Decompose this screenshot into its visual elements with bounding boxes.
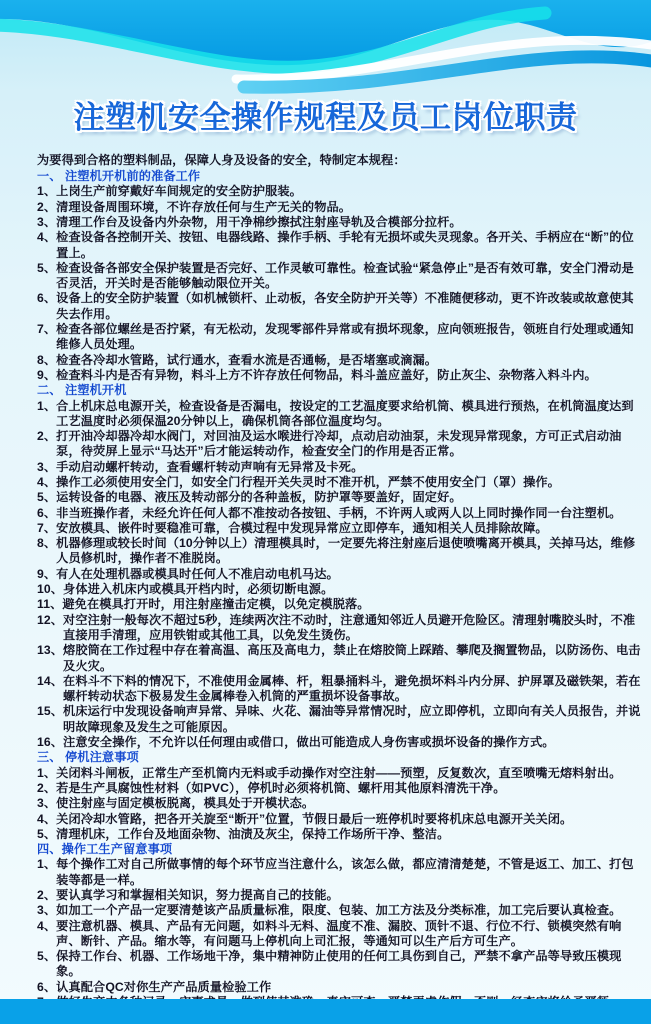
- item-text: 手动启动螺杆转动，查看螺杆转动声响有无异常及卡死。: [56, 459, 364, 474]
- item-number: 3、: [37, 796, 57, 811]
- item-number: 8、: [37, 352, 57, 367]
- item-text: 若是生产具腐蚀性材料（如PVC），停机时必须将机筒、螺杆用其他原料清洗干净。: [56, 780, 506, 795]
- list-item: [37, 353, 643, 368]
- item-text: 要注意机器、模具、产品有无问题，如料斗无料、温度不准、漏胶、顶针不退、行位不行、锁模突然有响声、断针、产品。缩水等，有问题马上停机向上司汇报，等通知可以生产后方可生产。: [56, 918, 622, 948]
- item-text: 机床运行中发现设备响声异常、异味、火花、漏油等异常情况时，应立即停机，立即向有关人员报告，并说明故障现象及发生之可能原因。: [63, 704, 641, 734]
- list-item: [37, 506, 643, 521]
- list-item: [37, 597, 643, 612]
- item-text: 检查各冷却水管路，试行通水，查看水流是否通畅，是否堵塞或滴漏。: [56, 352, 438, 367]
- item-text: 安放模具、嵌件时要稳准可靠，合模过程中发现异常应立即停车，通知相关人员排除故障。: [56, 520, 548, 535]
- list-item: [37, 812, 643, 827]
- list-item: [37, 919, 643, 950]
- item-number: 2、: [37, 199, 57, 214]
- item-number: 3、: [37, 903, 57, 918]
- regulation-section: [37, 750, 643, 842]
- list-item: [37, 322, 643, 353]
- item-number: 7、: [37, 322, 57, 337]
- item-number: 6、: [37, 979, 57, 994]
- item-text: 对空注射一般每次不超过5秒，连续两次注不动时，注意通知邻近人员避开危险区。清理射嘴胶头时，不准直接用手清理，应用铁钳或其他工具，以免发生烫伤。: [63, 612, 636, 642]
- regulations-content: [37, 153, 643, 1024]
- item-text: 检查设备各控制开关、按钮、电器线路、操作手柄、手轮有无损坏或失灵现象。各开关、手柄应在“断”的位置上。: [56, 230, 634, 260]
- sections-container: [37, 169, 643, 1024]
- list-item: [37, 184, 643, 199]
- list-item: [37, 613, 643, 644]
- item-number: 10、: [37, 582, 64, 597]
- list-item: [37, 475, 643, 490]
- item-text: 认真配合QC对你生产产品质量检验工作: [56, 979, 272, 994]
- item-number: 9、: [37, 566, 57, 581]
- item-text: 每个操作工对自己所做事情的每个环节应当注意什么，该怎么做，都应清清楚楚，不管是返工、加工、打包装等都是一样。: [56, 857, 634, 887]
- item-number: 11、: [37, 597, 63, 612]
- item-text: 身体进入机床内或模具开档内时，必须切断电源。: [63, 582, 334, 597]
- list-item: [37, 230, 643, 261]
- item-text: 注意安全操作，不允许以任何理由或借口，做出可能造成人身伤害或损坏设备的操作方式。: [63, 735, 555, 750]
- list-item: [37, 399, 643, 430]
- page-title: 注塑机安全操作规程及员工岗位职责: [73, 100, 578, 135]
- item-text: 机器修理或较长时间（10分钟以上）清理模具时，一定要先将注射座后退使喷嘴离开模具，关掉马达，维修人员修机时，操作者不准脱岗。: [56, 536, 636, 566]
- list-item: [37, 674, 643, 705]
- item-number: 4、: [37, 230, 57, 245]
- item-number: 8、: [37, 536, 57, 551]
- item-text: 清理工作台及设备内外杂物，用干净棉纱擦拭注射座导轨及合模部分拉杆。: [56, 214, 462, 229]
- item-number: 6、: [37, 505, 57, 520]
- regulation-section: [37, 383, 643, 750]
- item-text: 保持工作台、机器、工作场地干净，集中精神防止使用的任何工具伤到自己，严禁不拿产品等导致压模现象。: [56, 949, 622, 979]
- section-heading: 三、 停机注意事项: [37, 750, 139, 765]
- item-number: 12、: [37, 612, 64, 627]
- item-text: 操作工必须使用安全门，如安全门行程开关失灵时不准开机，严禁不使用安全门（罩）操作。: [56, 474, 560, 489]
- item-number: 5、: [37, 490, 57, 505]
- item-number: 7、: [37, 520, 57, 535]
- section-items: [37, 399, 643, 751]
- item-number: 1、: [37, 398, 57, 413]
- list-item: [37, 857, 643, 888]
- list-item: [37, 766, 643, 781]
- list-item: [37, 536, 643, 567]
- item-number: 3、: [37, 459, 57, 474]
- list-item: [37, 291, 643, 322]
- item-text: 打开油冷却器冷却水阀门，对回油及运水喉进行冷却，点动启动油泵，未发现异常现象，方可正式启动油泵，待荧屏上显示“马达开”后才能运转动作，检查安全门的作用是否正常。: [56, 429, 622, 459]
- list-item: [37, 888, 643, 903]
- regulation-section: [37, 842, 643, 1024]
- item-text: 要认真学习和掌握相关知识，努力提高自己的技能。: [56, 888, 339, 902]
- section-items: [37, 766, 643, 842]
- item-number: 9、: [37, 367, 57, 382]
- item-number: 5、: [37, 826, 57, 841]
- list-item: [37, 643, 643, 674]
- item-text: 设备上的安全防护装置（如机械锁杆、止动板，各安全防护开关等）不准随便移动，更不许改装或故意使其失去作用。: [56, 291, 634, 321]
- regulation-section: [37, 169, 643, 383]
- footer-bar: [0, 999, 651, 1024]
- list-item: [37, 521, 643, 536]
- item-number: 2、: [37, 888, 57, 902]
- intro-text: 为要得到合格的塑料制品，保障人身及设备的安全，特制定本规程：: [37, 152, 406, 167]
- item-number: 1、: [37, 184, 57, 199]
- item-number: 5、: [37, 260, 57, 275]
- list-item: [37, 567, 643, 582]
- list-item: [37, 582, 643, 597]
- item-text: 在料斗不下料的情况下，不准使用金属棒、杆，粗暴捅料斗，避免损坏料斗内分屏、护屏罩及磁铁架，若在螺杆转动状态下极易发生金属棒卷入机筒的严重损坏设备事故。: [63, 673, 641, 704]
- item-text: 使注射座与固定模板脱离，模具处于开模状态。: [56, 796, 315, 811]
- item-number: 1、: [37, 765, 57, 780]
- list-item: [37, 735, 643, 750]
- list-item: [37, 460, 643, 475]
- item-text: 合上机床总电源开关，检查设备是否漏电，按设定的工艺温度要求给机筒、模具进行预热，在机筒温度达到工艺温度时必须保温20分钟以上，确保机筒各部位温度均匀。: [56, 398, 634, 428]
- list-item: [37, 980, 643, 995]
- item-text: 关闭料斗闸板，正常生产至机筒内无料或手动操作对空注射——预塑，反复数次，直至喷嘴无熔料射出。: [56, 765, 622, 780]
- item-number: 16、: [37, 735, 64, 750]
- item-text: 非当班操作者，未经允许任何人都不准按动各按钮、手柄，不许两人或两人以上同时操作同一台注塑机。: [56, 505, 622, 520]
- item-text: 避免在模具打开时，用注射座撞击定模，以免定模脱落。: [62, 597, 370, 612]
- item-text: 如加工一个产品一定要清楚该产品质量标准，限度、包装、加工方法及分类标准，加工完后要认真检查。: [56, 903, 622, 918]
- item-number: 2、: [37, 780, 57, 795]
- item-number: 5、: [37, 949, 57, 964]
- item-text: 有人在处理机器或模具时任何人不准启动电机马达。: [56, 566, 339, 581]
- item-text: 熔胶筒在工作过程中存在着高温、高压及高电力，禁止在熔胶筒上踩踏、攀爬及搁置物品，以防汤伤、电击及火灾。: [63, 643, 641, 673]
- list-item: [37, 903, 643, 918]
- item-text: 检查各部位螺丝是否拧紧，有无松动，发现零部件异常或有损坏现象，应向领班报告，领班自行处理或通知维修人员处理。: [56, 322, 634, 352]
- item-number: 4、: [37, 811, 57, 826]
- item-text: 运转设备的电器、液压及转动部分的各种盖板，防护罩等要盖好，固定好。: [56, 490, 462, 505]
- item-number: 15、: [37, 704, 64, 719]
- item-text: 关闭冷却水管路，把各开关旋至“断开”位置，节假日最后一班停机时要将机床总电源开关关闭。: [56, 811, 573, 826]
- list-item: [37, 368, 643, 383]
- list-item: [37, 429, 643, 460]
- item-number: 4、: [37, 918, 57, 933]
- item-number: 4、: [37, 474, 57, 489]
- list-item: [37, 261, 643, 292]
- item-text: 上岗生产前穿戴好车间规定的安全防护服装。: [56, 184, 302, 199]
- item-text: 检查料斗内是否有异物，料斗上方不许存放任何物品，料斗盖应盖好，防止灰尘、杂物落入料斗内。: [56, 367, 597, 382]
- item-number: 1、: [37, 857, 57, 872]
- list-item: [37, 827, 643, 842]
- section-items: [37, 184, 643, 383]
- item-text: 清理机床，工作台及地面杂物、油渍及灰尘，保持工作场所干净、整洁。: [56, 826, 450, 841]
- list-item: [37, 796, 643, 811]
- item-text: 清理设备周围环境，不许存放任何与生产无关的物品。: [56, 199, 352, 214]
- item-number: 13、: [37, 643, 64, 658]
- item-number: 6、: [37, 291, 57, 306]
- item-number: 14、: [37, 673, 64, 688]
- item-number: 2、: [37, 429, 57, 444]
- list-item: [37, 490, 643, 505]
- section-heading: 一、 注塑机开机前的准备工作: [37, 169, 201, 184]
- list-item: [37, 200, 643, 215]
- item-number: 3、: [37, 214, 57, 229]
- list-item: [37, 949, 643, 980]
- section-heading: 四、操作工生产留意事项: [37, 842, 173, 857]
- list-item: [37, 704, 643, 735]
- list-item: [37, 215, 643, 230]
- item-text: 检查设备各部安全保护装置是否完好、工作灵敏可靠性。检查试验“紧急停止”是否有效可靠，安全门滑动是否灵活，开关时是否能够触动限位开关。: [56, 260, 634, 291]
- section-heading: 二、 注塑机开机: [37, 383, 127, 398]
- list-item: [37, 781, 643, 796]
